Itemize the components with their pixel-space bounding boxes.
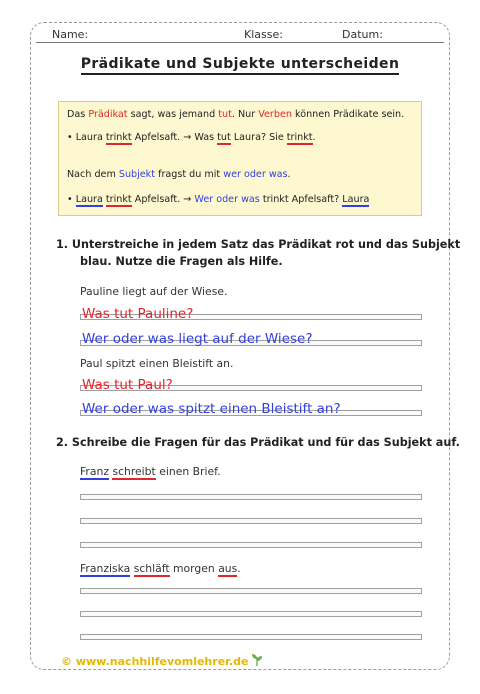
sentence-franziska: Franziska schläft morgen aus. [80, 562, 241, 575]
info-box [58, 101, 422, 216]
info-line-2: • Laura trinkt Apfelsaft. → Was tut Laura? Sie trinkt. [67, 132, 316, 143]
writing-line[interactable] [80, 518, 422, 524]
sentence-paul: Paul spitzt einen Bleistift an. [80, 357, 234, 370]
date-label: Datum: [342, 28, 383, 41]
answer-subject-1: Wer oder was liegt auf der Wiese? [82, 331, 313, 347]
writing-line[interactable] [80, 634, 422, 640]
page-title: Prädikate und Subjekte unterscheiden [0, 56, 480, 72]
header-line [36, 42, 444, 43]
class-label: Klasse: [244, 28, 283, 41]
footer-website: © www.nachhilfevomlehrer.de [58, 655, 252, 668]
info-line-4: • Laura trinkt Apfelsaft. → Wer oder was trinkt Apfelsaft? Laura [67, 194, 370, 205]
answer-predicate-2: Was tut Paul? [82, 377, 173, 393]
writing-line[interactable] [80, 588, 422, 594]
leaf-icon [250, 653, 264, 667]
task-2-instruction: 2. Schreibe die Fragen für das Prädikat und für das Subjekt auf. [56, 436, 460, 449]
task-1-instruction: 1. Unterstreiche in jedem Satz das Prädikat rot und das Subjekt blau. Nutze die Fragen als Hilfe. [56, 238, 461, 268]
name-label: Name: [52, 28, 89, 41]
writing-line[interactable] [80, 494, 422, 500]
answer-subject-2: Wer oder was spitzt einen Bleistift an? [82, 401, 341, 417]
sentence-franz: Franz schreibt einen Brief. [80, 465, 221, 478]
answer-predicate-1: Was tut Pauline? [82, 306, 194, 322]
sentence-pauline: Pauline liegt auf der Wiese. [80, 285, 228, 298]
info-line-1: Das Prädikat sagt, was jemand tut. Nur Verben können Prädikate sein. [67, 109, 405, 120]
info-line-3: Nach dem Subjekt fragst du mit wer oder was. [67, 169, 291, 180]
writing-line[interactable] [80, 542, 422, 548]
writing-line[interactable] [80, 611, 422, 617]
